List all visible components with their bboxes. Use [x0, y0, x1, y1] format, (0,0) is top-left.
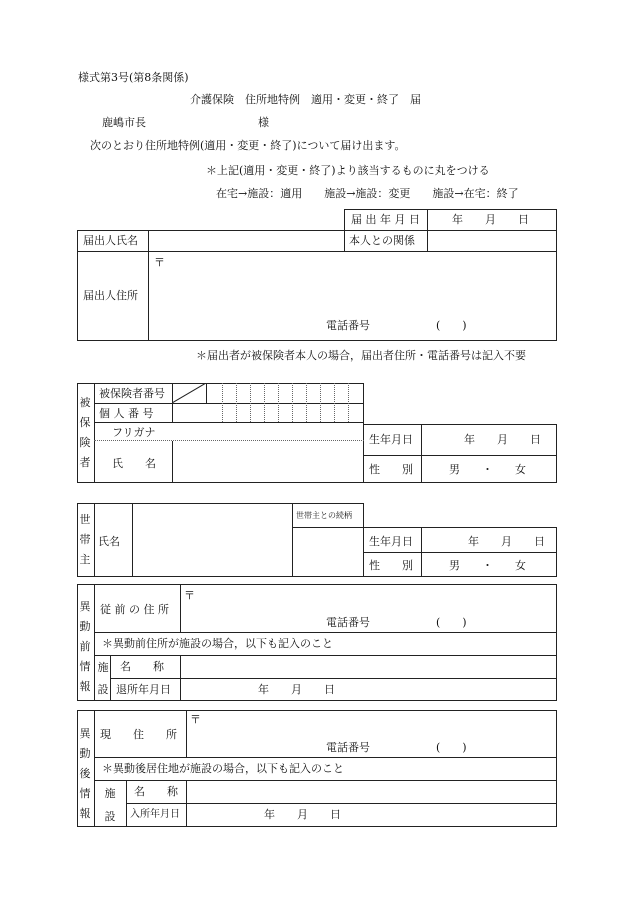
- leave-date-field[interactable]: 年 月 日: [258, 683, 335, 696]
- submission-date-label: 届 出 年 月 日: [351, 213, 420, 226]
- household-birth-label: 生年月日: [369, 535, 413, 548]
- before-facility-note: ＊異動前住所が施設の場合，以下も記入のこと: [102, 637, 333, 650]
- household-sex-label: 性 別: [369, 559, 413, 572]
- current-postal-mark: 〒: [190, 713, 201, 726]
- insured-birth-label: 生年月日: [369, 433, 413, 446]
- before-facility-name-field[interactable]: [184, 659, 552, 675]
- former-phone-field[interactable]: ( ): [436, 616, 467, 629]
- household-relation-label: 世帯主との続柄: [296, 511, 352, 520]
- before-facility-label: 施 設: [97, 661, 109, 696]
- former-phone-label: 電話番号: [326, 616, 370, 629]
- household-birth-field[interactable]: 年 月 日: [468, 535, 545, 548]
- before-move-section-label: 異 動 前 情 報: [79, 600, 91, 693]
- furigana-label: フリガナ: [112, 426, 156, 439]
- form-number: 様式第3号(第8条関係): [78, 71, 189, 84]
- household-head-name-field[interactable]: [136, 508, 288, 572]
- insured-name-label: 氏 名: [112, 457, 156, 470]
- postal-mark: 〒: [154, 256, 165, 269]
- leave-date-label: 退所年月日: [116, 683, 171, 696]
- submitter-name-field[interactable]: [158, 235, 342, 247]
- after-facility-note: ＊異動後居住地が施設の場合，以下も記入のこと: [102, 762, 344, 775]
- blank-cell-slash: [172, 383, 206, 403]
- intro-text: 次のとおり住所地特例(適用・変更・終了)について届け出ます。: [90, 139, 406, 152]
- former-postal-mark: 〒: [184, 589, 195, 602]
- household-head-section-label: 世 帯 主: [79, 513, 91, 566]
- submitter-name-label: 届出人氏名: [83, 234, 138, 247]
- current-phone-label: 電話番号: [326, 741, 370, 754]
- former-address-field[interactable]: [198, 590, 550, 614]
- relation-label: 本人との関係: [349, 234, 415, 247]
- submitter-phone-label: 電話番号: [326, 319, 370, 332]
- insured-number-field[interactable]: [208, 386, 362, 400]
- circle-note: ＊上記(適用・変更・終了)より該当するものに丸をつける: [206, 164, 490, 177]
- after-facility-name-label: 名 称: [134, 785, 178, 798]
- insured-section-label: 被 保 険 者: [79, 396, 91, 469]
- honorific: 様: [258, 116, 269, 129]
- personal-number-label: 個 人 番 号: [99, 407, 154, 420]
- current-address-field[interactable]: [204, 714, 550, 738]
- insured-sex-field[interactable]: 男 ・ 女: [449, 463, 526, 476]
- enter-date-field[interactable]: 年 月 日: [264, 808, 341, 821]
- form-title: 介護保険 住所地特例 適用・変更・終了 届: [190, 93, 421, 106]
- furigana-field[interactable]: [176, 426, 362, 438]
- type-legend: 在宅→施設：適用 施設→施設：変更 施設→在宅：終了: [216, 187, 519, 200]
- submitter-address-label: 届出人住所: [83, 289, 138, 302]
- former-address-label: 従 前 の 住 所: [100, 603, 169, 616]
- before-facility-name-label: 名 称: [120, 660, 164, 673]
- submitter-note: ＊届出者が被保険者本人の場合，届出者住所・電話番号は記入不要: [196, 349, 526, 362]
- after-facility-name-field[interactable]: [190, 784, 552, 800]
- after-move-section-label: 異 動 後 情 報: [79, 727, 91, 820]
- insured-birth-field[interactable]: 年 月 日: [464, 433, 541, 446]
- insured-number-label: 被保険者番号: [99, 387, 165, 400]
- enter-date-label: 入所年月日: [130, 809, 180, 820]
- relation-field[interactable]: [432, 235, 552, 247]
- after-facility-label: 施 設: [104, 787, 116, 823]
- submission-date-field[interactable]: 年 月 日: [452, 213, 529, 226]
- insured-sex-label: 性 別: [369, 463, 413, 476]
- household-sex-field[interactable]: 男 ・ 女: [449, 559, 526, 572]
- addressee: 鹿嶋市長: [102, 116, 146, 129]
- insured-name-field[interactable]: [176, 446, 362, 480]
- current-address-label: 現 住 所: [100, 728, 177, 741]
- personal-number-field[interactable]: [176, 406, 362, 420]
- submitter-phone-field[interactable]: ( ): [436, 319, 467, 332]
- current-phone-field[interactable]: ( ): [436, 741, 467, 754]
- household-head-name-label: 氏名: [98, 535, 120, 548]
- submitter-address-field[interactable]: [168, 257, 548, 307]
- household-relation-field[interactable]: [296, 532, 360, 572]
